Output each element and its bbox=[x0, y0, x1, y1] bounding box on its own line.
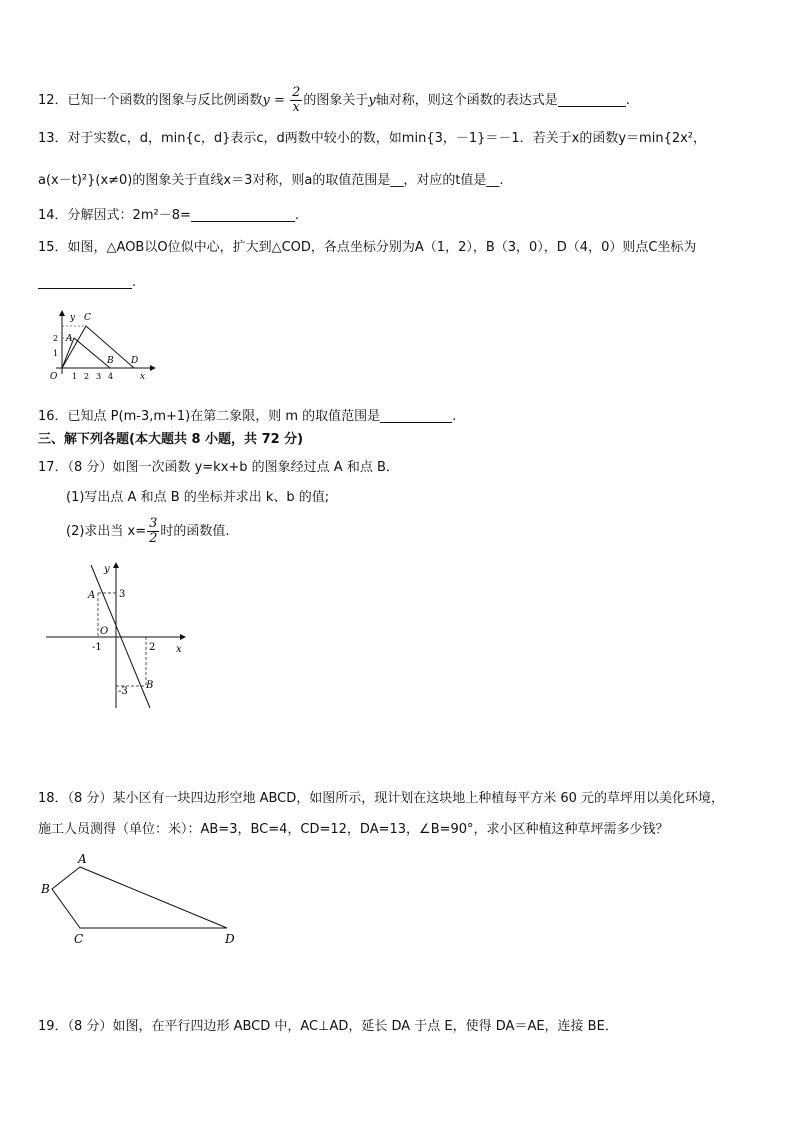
q15-label-a: A bbox=[66, 334, 73, 344]
question-13-line-1: 13．对于实数c，d，min{c，d}表示c，d两数中较小的数，如min{3，－1}＝－1．若关于x的函数y＝min{2x²， bbox=[38, 131, 707, 146]
q18-label-a: A bbox=[78, 852, 87, 866]
question-18-line-1: 18．（8 分）某小区有一块四边形空地 ABCD，如图所示，现计划在这块地上种植每平方米 60 元的草坪用以美化环境， bbox=[38, 791, 725, 806]
q15-label-y: y bbox=[70, 313, 76, 323]
q15-end: . bbox=[132, 275, 137, 290]
q17-label-x: x bbox=[176, 644, 182, 655]
q12-numerator: 2 bbox=[292, 85, 301, 100]
q17-label-y: y bbox=[104, 564, 110, 575]
q17-x-arrow bbox=[180, 634, 186, 640]
q17-label-a: A bbox=[88, 590, 96, 601]
question-17-part-2 bbox=[66, 517, 230, 546]
q14-text: 14．分解因式：2m²－8= bbox=[38, 208, 191, 223]
q15-triangle-cod bbox=[62, 326, 134, 368]
q15-label-d: D bbox=[131, 356, 139, 366]
q16-answer-blank[interactable] bbox=[380, 408, 452, 423]
q18-quadrilateral bbox=[52, 867, 227, 928]
q17-denominator: 2 bbox=[149, 531, 158, 546]
q18-label-b: B bbox=[41, 882, 50, 896]
q17-numerator: 3 bbox=[149, 516, 158, 531]
q12-func: y = bbox=[262, 93, 290, 108]
q15-y-arrow bbox=[59, 310, 65, 316]
q15-ytick-1: 1 bbox=[53, 349, 59, 358]
q17-figure bbox=[40, 560, 200, 712]
q18-figure bbox=[38, 850, 248, 950]
q17-fraction bbox=[147, 517, 159, 546]
q17-tick-3: 3 bbox=[119, 589, 126, 600]
q12-text-3: 轴对称，则这个函数的表达式是 bbox=[375, 93, 558, 108]
q17-tick-minus-3: -3 bbox=[118, 686, 128, 697]
q18-label-c: C bbox=[74, 932, 84, 946]
q15-answer-blank[interactable] bbox=[38, 274, 132, 289]
q12-axis: y bbox=[368, 93, 376, 108]
q12-denominator: x bbox=[292, 100, 300, 115]
q15-tick-2: 2 bbox=[84, 372, 90, 381]
q17-part2-end: 时的函数值. bbox=[160, 524, 230, 539]
q12-answer-blank[interactable] bbox=[558, 92, 626, 107]
q12-text-2: 的图象关于 bbox=[303, 93, 369, 108]
q15-label-x: x bbox=[140, 372, 146, 382]
question-18-line-2: 施工人员测得（单位：米）：AB=3，BC=4，CD=12，DA=13，∠B=90°，求小区种植这种草坪需多少钱？ bbox=[38, 822, 669, 837]
q12-fraction bbox=[290, 86, 302, 115]
q17-y-arrow bbox=[113, 562, 119, 568]
q15-label-o: O bbox=[50, 372, 58, 382]
q14-answer-blank[interactable] bbox=[191, 207, 295, 222]
q12-end: . bbox=[625, 93, 630, 108]
question-17-part-1: (1)写出点 A 和点 B 的坐标并求出 k、b 的值; bbox=[66, 490, 330, 505]
q15-ytick-2: 2 bbox=[53, 334, 59, 343]
question-13-line-2: a(x－t)²}(x≠0)的图象关于直线x＝3对称，则a的取值范围是__，对应的t值是__. bbox=[38, 173, 504, 188]
section-3-heading: 三、解下列各题(本大题共 8 小题，共 72 分) bbox=[38, 432, 304, 447]
q12-text: 12．已知一个函数的图象与反比例函数 bbox=[38, 93, 263, 108]
question-16 bbox=[38, 408, 456, 426]
q17-tick-2: 2 bbox=[149, 642, 156, 653]
q16-end: . bbox=[452, 409, 457, 424]
q15-tick-3: 3 bbox=[96, 372, 102, 381]
question-14 bbox=[38, 207, 299, 225]
q15-label-c: C bbox=[84, 313, 91, 323]
q17-part2-text: (2)求出当 x= bbox=[66, 524, 147, 539]
q14-end: . bbox=[294, 208, 299, 223]
q15-tick-4: 4 bbox=[108, 372, 114, 381]
q15-tick-1: 1 bbox=[72, 372, 78, 381]
q17-label-b: B bbox=[146, 680, 154, 691]
question-15-line-2 bbox=[38, 274, 136, 292]
q18-label-d: D bbox=[225, 932, 235, 946]
q15-x-arrow bbox=[150, 365, 156, 371]
q17-label-o: O bbox=[100, 626, 109, 637]
question-15-line-1: 15．如图，△AOB以O位似中心，扩大到△COD，各点坐标分别为A（1，2），B（3，0），D（4，0）则点C坐标为 bbox=[38, 240, 697, 255]
question-19-line-1: 19．（8 分）如图，在平行四边形 ABCD 中，AC⊥AD，延长 DA 于点 E，使得 DA＝AE，连接 BE． bbox=[38, 1019, 618, 1034]
q15-label-b: B bbox=[107, 356, 114, 366]
q16-text: 16．已知点 P(m-3,m+1)在第二象限，则 m 的取值范围是 bbox=[38, 409, 381, 424]
q17-tick-minus-1: -1 bbox=[92, 642, 102, 653]
q15-figure bbox=[40, 308, 170, 386]
question-17-line-1: 17．（8 分）如图一次函数 y=kx+b 的图象经过点 A 和点 B． bbox=[38, 460, 399, 475]
question-12 bbox=[38, 86, 630, 115]
